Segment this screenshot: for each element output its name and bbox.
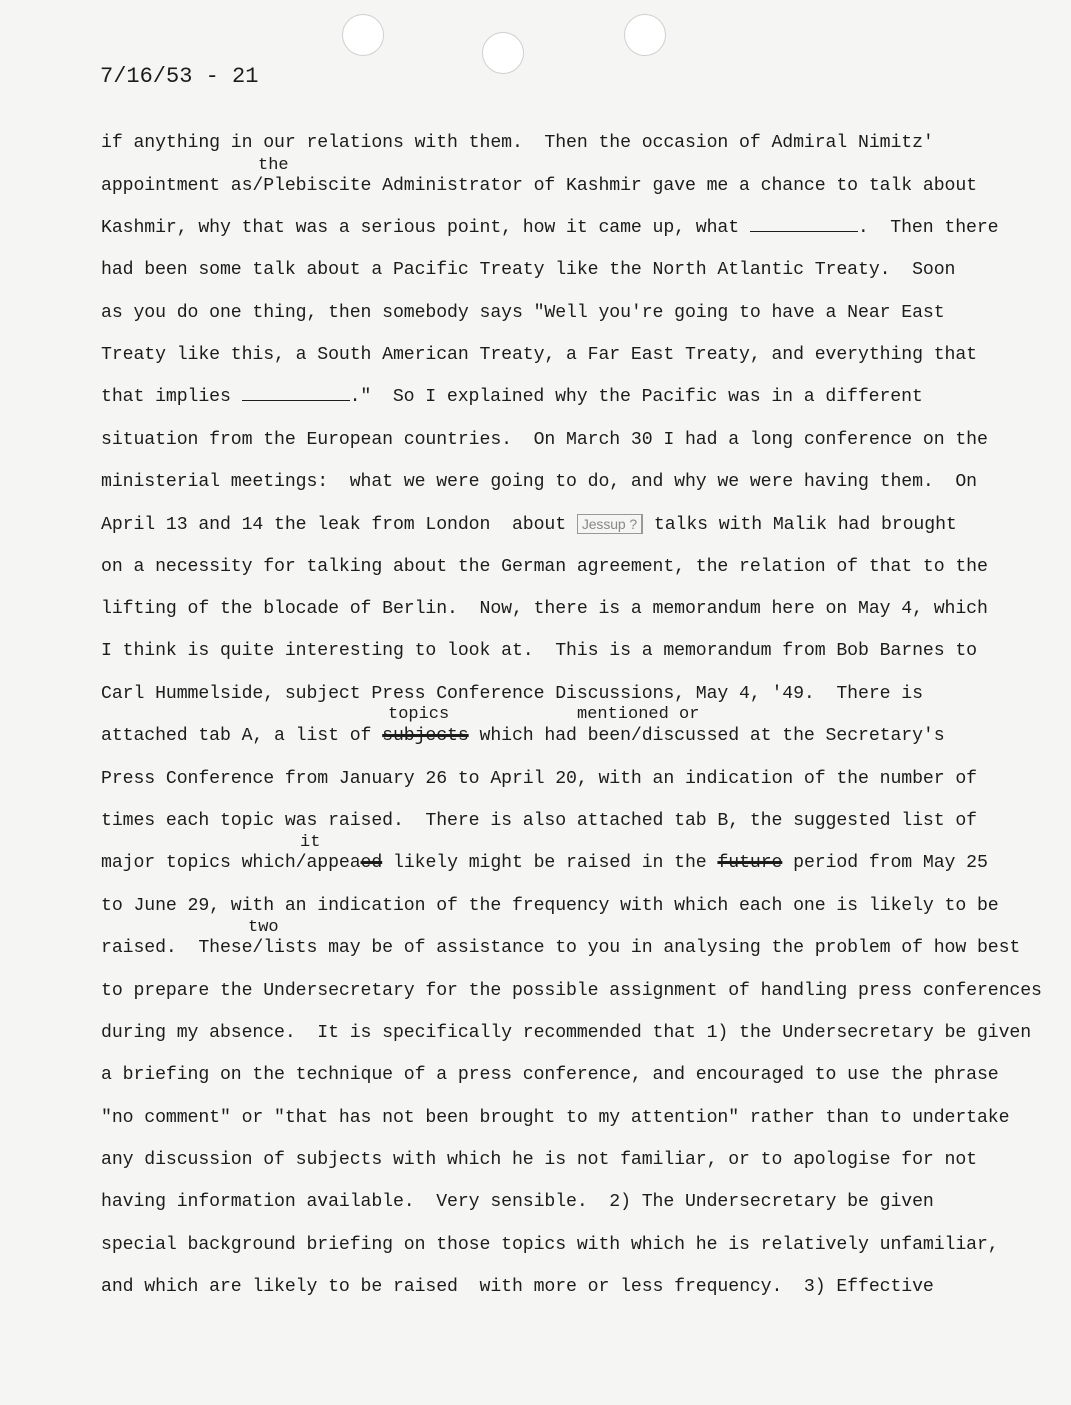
text-line: "no comment" or "that has not been brought to my attention" rather than to undertake (101, 1108, 1010, 1128)
punch-hole-right (624, 14, 666, 56)
text-line: a briefing on the technique of a press conference, and encouraged to use the phrase (101, 1065, 999, 1085)
text-line: Press Conference from January 26 to April 20, with an indication of the number of (101, 769, 977, 789)
interlinear-insertion: it (300, 833, 321, 852)
text-line: times each topic was raised. There is also attached tab B, the suggested list of (101, 811, 977, 831)
text-segment: . Then there (857, 218, 999, 238)
text-line: ministerial meetings: what we were going to do, and why we were having them. On (101, 472, 977, 492)
text-line: to prepare the Undersecretary for the possible assignment of handling press conferences (101, 981, 1042, 1001)
text-line (101, 726, 945, 746)
text-line (101, 387, 923, 407)
text-segment: ." So I explained why the Pacific was in a different (349, 387, 923, 407)
text-line: appointment as/Plebiscite Administrator of Kashmir gave me a chance to talk about (101, 176, 977, 196)
text-line (101, 853, 988, 873)
text-line: as you do one thing, then somebody says "Well you're going to have a Near East (101, 303, 945, 323)
text-line: having information available. Very sensible. 2) The Undersecretary be given (101, 1192, 934, 1212)
text-line: raised. These/lists may be of assistance to you in analysing the problem of how best (101, 938, 1021, 958)
text-line: I think is quite interesting to look at. This is a memorandum from Bob Barnes to (101, 641, 977, 661)
text-line: and which are likely to be raised with more or less frequency. 3) Effective (101, 1277, 934, 1297)
text-line: during my absence. It is specifically recommended that 1) the Undersecretary be given (101, 1023, 1032, 1043)
interlinear-insertion: the (258, 156, 289, 175)
text-line: situation from the European countries. On March 30 I had a long conference on the (101, 430, 988, 450)
text-segment: talks with Malik had brought (643, 514, 957, 535)
blank-space (750, 219, 858, 232)
text-segment: which had been/discussed at the Secretary's (468, 726, 945, 746)
text-line: if anything in our relations with them. Then the occasion of Admiral Nimitz' (101, 133, 934, 153)
page-reference: 7/16/53 - 21 (100, 64, 259, 89)
text-line (101, 514, 957, 535)
text-line: to June 29, with an indication of the frequency with which each one is likely to be (101, 896, 999, 916)
punch-hole-center (482, 32, 524, 74)
text-line: special background briefing on those topics with which he is relatively unfamiliar, (101, 1235, 999, 1255)
handwritten-annotation: Jessup ? (577, 514, 643, 534)
struck-out-word: ed (360, 853, 383, 873)
struck-out-word: subjects (382, 726, 469, 746)
text-line: on a necessity for talking about the German agreement, the relation of that to the (101, 557, 988, 577)
text-line (101, 218, 998, 238)
text-line: Carl Hummelside, subject Press Conference Discussions, May 4, '49. There is (101, 684, 923, 704)
text-line: any discussion of subjects with which he is not familiar, or to apologise for not (101, 1150, 977, 1170)
punch-hole-left (342, 14, 384, 56)
interlinear-insertion: mentioned or (577, 705, 700, 724)
text-segment: attached tab A, a list of (101, 726, 383, 746)
struck-out-word: future (717, 853, 783, 873)
blank-space (242, 388, 350, 401)
interlinear-insertion: topics (388, 705, 450, 724)
text-segment: period from May 25 (782, 853, 988, 873)
text-segment: likely might be raised in the (382, 853, 718, 873)
text-segment: April 13 and 14 the leak from London about (101, 514, 577, 535)
text-line: Treaty like this, a South American Treaty, a Far East Treaty, and everything that (101, 345, 977, 365)
interlinear-insertion: two (248, 918, 279, 937)
text-line: lifting of the blocade of Berlin. Now, there is a memorandum here on May 4, which (101, 599, 988, 619)
text-segment: major topics which/appea (101, 853, 361, 873)
text-segment: Kashmir, why that was a serious point, how it came up, what (101, 218, 750, 238)
text-line: had been some talk about a Pacific Treaty like the North Atlantic Treaty. Soon (101, 260, 956, 280)
text-segment: that implies (101, 387, 242, 407)
